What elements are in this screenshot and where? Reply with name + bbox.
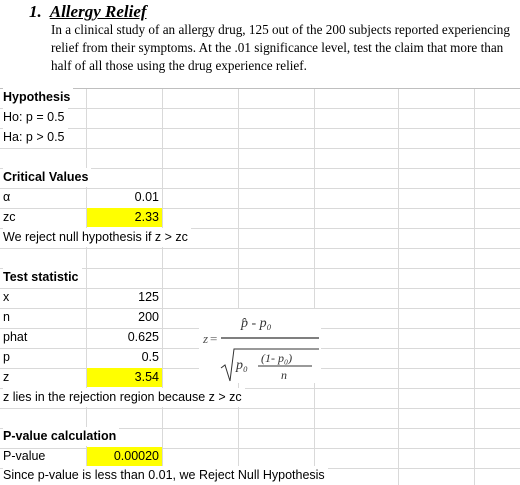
formula-numerator: p̂ - p₀ [241,316,272,331]
problem-title-text: Allergy Relief [49,2,147,21]
x-value[interactable]: 125 [138,290,159,304]
test-conclusion[interactable]: z lies in the rejection region because z > zc [3,388,245,407]
x-label[interactable]: x [3,290,10,304]
phat-value[interactable]: 0.625 [127,330,159,344]
alpha-value[interactable]: 0.01 [134,190,159,204]
n-value[interactable]: 200 [138,310,159,324]
p-label[interactable]: p [3,350,10,364]
problem-number: 1. [29,2,42,21]
z-formula-image[interactable] [199,309,321,383]
alpha-label[interactable]: α [3,190,11,204]
problem-title [29,2,147,22]
z-value[interactable]: 3.54 [87,368,162,387]
formula-denominator-p0: p₀ [236,358,248,373]
pvalue-value[interactable]: 0.00020 [87,447,162,466]
n-label[interactable]: n [3,310,10,324]
p-value[interactable]: 0.5 [141,350,159,364]
critical-values-heading[interactable]: Critical Values [3,168,91,187]
formula-denominator-n: n [281,368,287,382]
null-hypothesis[interactable]: Ho: p = 0.5 [3,108,68,127]
zc-value[interactable]: 2.33 [87,208,162,227]
formula-denominator-complement: (1- p₀) [261,351,293,365]
pvalue-conclusion[interactable]: Since p-value is less than 0.01, we Reject Null Hypothesis [3,466,328,485]
decision-rule[interactable]: We reject null hypothesis if z > zc [3,228,191,247]
svg-text:=: = [210,331,218,346]
zc-label[interactable]: zc [3,210,16,224]
z-label[interactable]: z [3,370,10,384]
test-statistic-heading[interactable]: Test statistic [3,268,82,287]
problem-header [0,0,520,88]
pvalue-label[interactable]: P-value [3,449,46,463]
formula-z: z [203,331,209,346]
alternative-hypothesis[interactable]: Ha: p > 0.5 [3,128,68,147]
pvalue-heading[interactable]: P-value calculation [3,427,119,446]
phat-label[interactable]: phat [3,330,28,344]
problem-description: In a clinical study of an allergy drug, 125 out of the 200 subjects reported experiencing relief from their symptoms. At the .01 significance level, test the claim that more than half of all those using the drug experience relief. [51,22,510,73]
hypothesis-heading[interactable]: Hypothesis [3,88,73,107]
